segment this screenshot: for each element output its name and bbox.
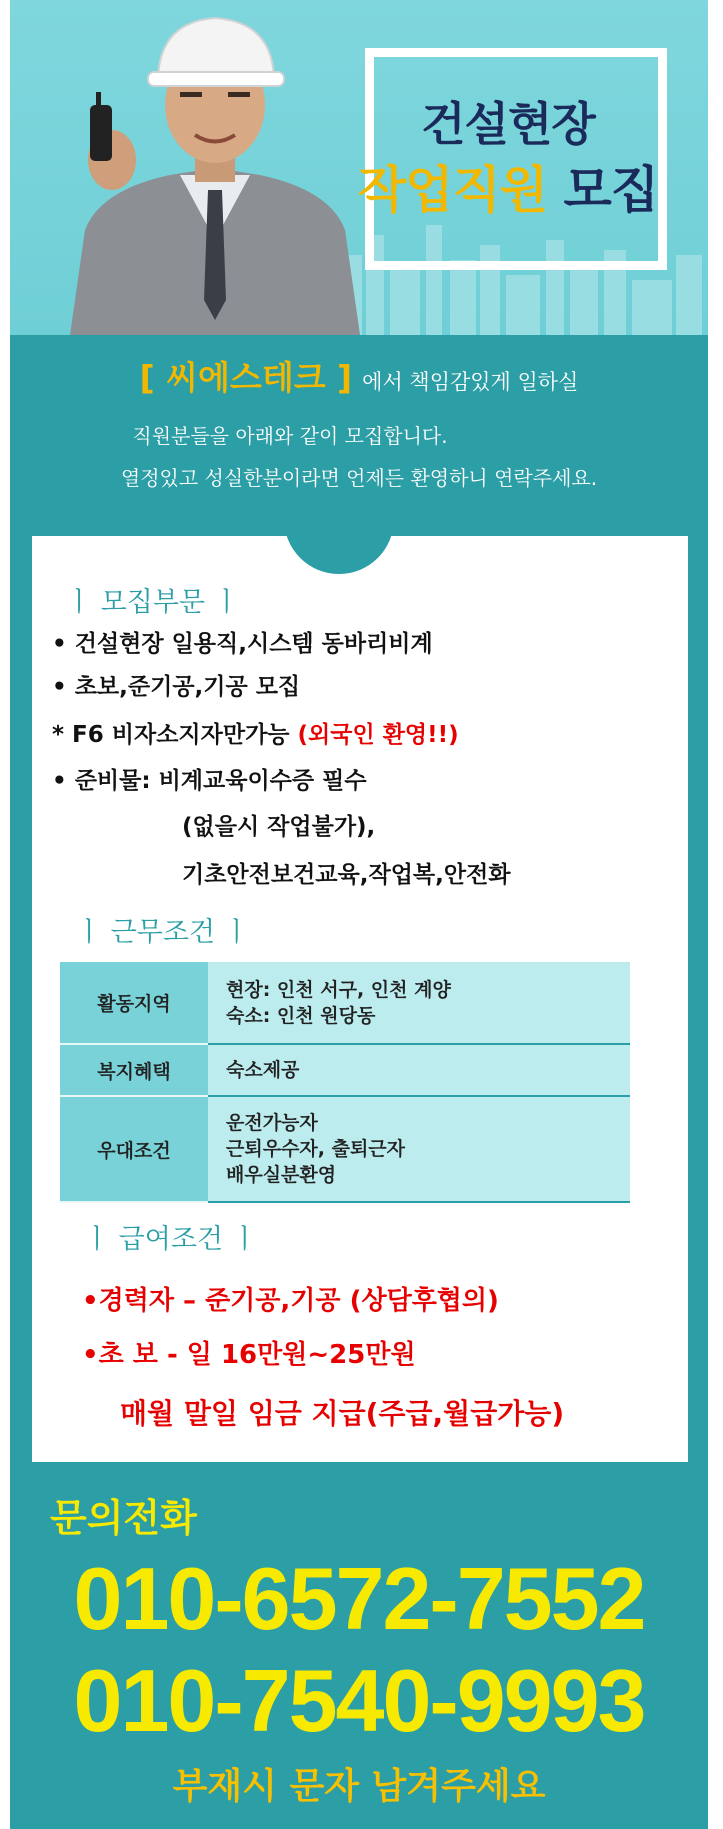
intro-line1 [10, 352, 708, 399]
table-value [208, 1096, 630, 1202]
recruit-heading: ㅣ 모집부문 ㅣ [66, 587, 240, 618]
hero-banner [10, 0, 708, 335]
recruit-item-4-note: (없을시 작업불가), [182, 814, 376, 840]
inquiry-label: 문의전화 [50, 1496, 197, 1540]
table-row [60, 1044, 630, 1096]
recruit-item-4-extra: 기초안전보건교육,작업복,안전화 [182, 862, 511, 888]
recruit-item-2: • 초보,준기공,기공 모집 [52, 674, 301, 700]
foreigner-welcome-note: (외국인 환영!!) [297, 722, 459, 748]
recruitment-poster [10, 0, 708, 1829]
construction-worker-image [30, 0, 390, 335]
table-value-line: 운전가능자 [226, 1112, 318, 1134]
recruit-item-1: • 건설현장 일용직,시스템 동바리비계 [52, 631, 433, 657]
pay-line-1: •경력자 – 준기공,기공 (상담후협의) [82, 1286, 499, 1316]
table-value [208, 962, 630, 1044]
table-row [60, 962, 630, 1044]
intro-line3: 열정있고 성실한분이라면 언제든 환영하니 연락주세요. [120, 466, 598, 490]
table-value-line: 배우실분환영 [226, 1164, 337, 1186]
table-row [60, 1096, 630, 1202]
pay-line-2: •초 보 - 일 16만원~25만원 [82, 1340, 416, 1370]
recruit-item-3-text: * F6 비자소지자만가능 [52, 722, 290, 748]
table-key: 복지혜택 [60, 1044, 208, 1096]
table-value-line: 현장: 인천 서구, 인천 계양 [226, 978, 451, 1001]
table-value-line: 근퇴우수자, 출퇴근자 [226, 1138, 406, 1160]
pay-heading: ㅣ 급여조건 ㅣ [84, 1224, 258, 1255]
pay-line-3: 매월 말일 임금 지급(주급,월급가능) [120, 1397, 565, 1430]
table-value-line: 숙소: 인천 원당동 [226, 1004, 376, 1027]
table-value [208, 1044, 630, 1096]
intro-line2: 직원분들을 아래와 같이 모집합니다. [132, 424, 448, 448]
table-value-line: 숙소제공 [226, 1059, 300, 1081]
work-heading: ㅣ 근무조건 ㅣ [76, 917, 250, 948]
hero-title-line1: 건설현장 [421, 97, 595, 151]
phone-number-2[interactable]: 010-7540-9993 [73, 1651, 645, 1750]
work-conditions-table [60, 962, 630, 1203]
phone-number-1[interactable]: 010-6572-7552 [73, 1549, 645, 1648]
recruit-item-3 [52, 716, 459, 749]
intro-line1-text: 에서 책임감있게 일하실 [362, 370, 579, 394]
hero-title-suffix: 모집 [563, 161, 659, 219]
table-key: 우대조건 [60, 1096, 208, 1202]
recruit-item-4: • 준비물: 비계교육이수증 필수 [52, 768, 367, 794]
hero-title-highlight: 작업직원 [357, 161, 548, 219]
leave-message-note: 부재시 문자 남겨주세요 [172, 1766, 546, 1807]
table-key: 활동지역 [60, 962, 208, 1044]
company-name: [ 씨에스테크 ] [139, 358, 353, 397]
